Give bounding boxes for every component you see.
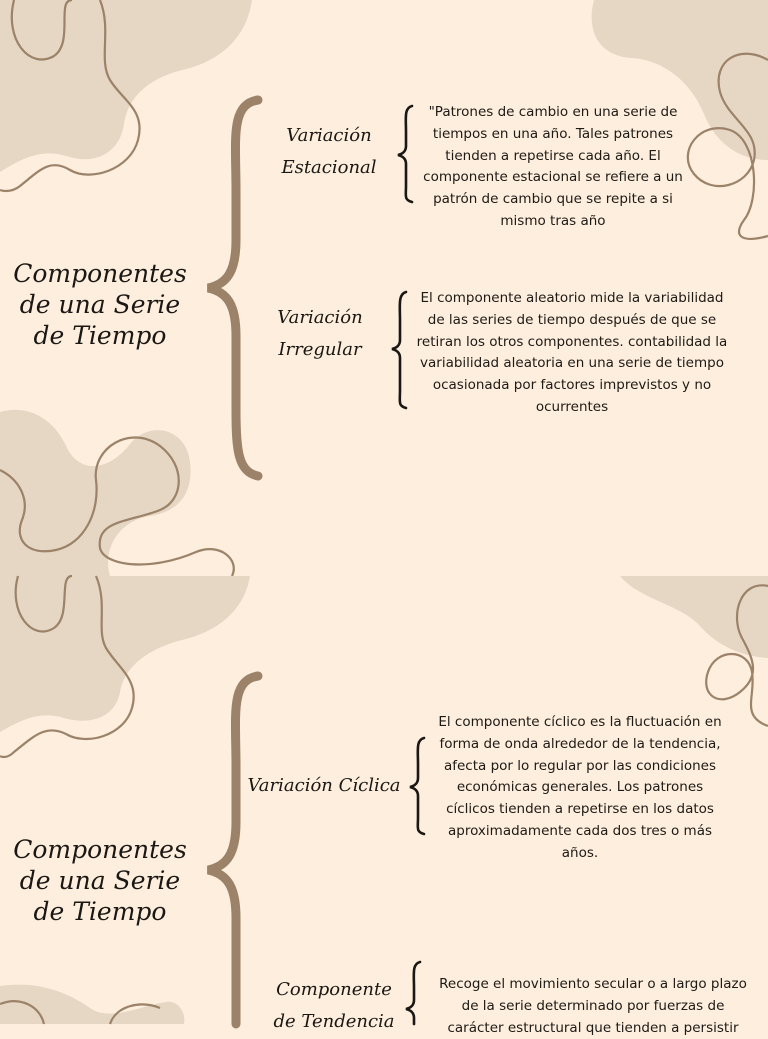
component-label: Variación Estacional <box>281 125 377 178</box>
component-description: El componente aleatorio mide la variabilidad de las series de tiempo después de que se retiran los otros componentes. contabilidad la variabilidad aleatoria en una serie de tiempo ocasionada por factores imprevistos y no ocurrentes <box>416 290 728 415</box>
component-description: El componente cíclico es la fluctuación en forma de onda alrededor de la tendencia, afecta por lo regular por las condiciones económicas generales. Los patrones cíclicos tienden a repetirse en los datos aproximadamente cada dos tres o más años. <box>438 714 722 861</box>
component-brace <box>392 292 406 408</box>
main-brace <box>208 676 258 1024</box>
slide-2 <box>0 576 768 1036</box>
component-label: Variación Irregular <box>277 307 363 360</box>
blob-shape <box>0 576 250 732</box>
component-description: Recoge el movimiento secular o a largo plazo de la serie determinado por fuerzas de carácter estructural que tienden a persistir <box>439 976 747 1036</box>
component-brace <box>406 962 420 1024</box>
diagram-title: Componentes de una Serie de Tiempo <box>13 259 187 350</box>
component-brace <box>410 738 424 834</box>
component-brace <box>398 106 412 202</box>
blob-shape <box>0 410 191 576</box>
diagram-title: Componentes de una Serie de Tiempo <box>13 835 187 926</box>
component-label: Variación Cíclica <box>247 775 401 796</box>
component-description: "Patrones de cambio en una serie de tiempos en una año. Tales patrones tienden a repetirse cada año. El componente estacional se refiere a un patrón de cambio que se repite a si mismo tras año <box>423 104 683 229</box>
blob-shape <box>0 0 252 172</box>
component-label: Componente de Tendencia <box>273 979 395 1032</box>
main-brace <box>208 100 258 476</box>
